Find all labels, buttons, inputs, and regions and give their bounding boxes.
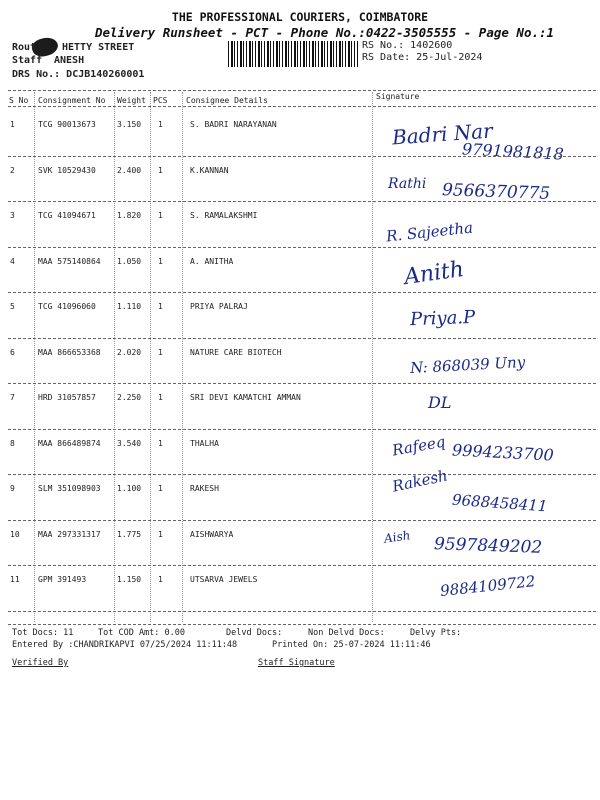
table-top-rule <box>8 90 596 91</box>
row-serial: 3 <box>10 211 15 220</box>
printed-on: Printed On: 25-07-2024 11:11:46 <box>272 640 431 650</box>
row-divider <box>8 156 596 157</box>
table-row <box>0 116 600 164</box>
row-serial: 8 <box>10 438 15 448</box>
row-serial: 1 <box>10 120 15 129</box>
row-divider <box>8 474 596 475</box>
row-consignee-name: PRIYA PALRAJ <box>190 302 248 311</box>
handwritten-signature: Rathi <box>388 175 427 192</box>
row-consignee-name: AISHWARYA <box>190 529 234 539</box>
table-row <box>0 526 600 571</box>
row-consignee-name: NATURE CARE BIOTECH <box>190 347 282 357</box>
company-title: THE PROFESSIONAL COURIERS, COIMBATORE <box>171 10 429 24</box>
handwritten-phone-number: 9994233700 <box>451 439 555 465</box>
row-consignment-no: TCG 90013673 <box>38 120 96 129</box>
table-row <box>0 431 600 480</box>
row-divider <box>8 247 596 248</box>
row-pcs: 1 <box>158 256 163 266</box>
row-consignment-no: MAA 297331317 <box>38 529 101 539</box>
staff-label: Staff <box>12 55 43 66</box>
row-weight: 3.150 <box>117 120 142 129</box>
runsheet-subtitle: Delivery Runsheet - PCT - Phone No.:0422-3505555 - Page No.:1 <box>95 25 555 40</box>
staff-value: ANESH <box>54 55 85 66</box>
route-label: Rout <box>12 42 37 53</box>
row-consignment-no: GPM 391493 <box>38 575 87 584</box>
row-serial: 9 <box>10 484 15 493</box>
row-serial: 4 <box>10 256 15 266</box>
delivery-points: Delvy Pts: <box>410 628 462 638</box>
row-weight: 1.820 <box>117 211 142 220</box>
row-serial: 10 <box>10 529 20 539</box>
column-header-consignment: Consignment No <box>38 96 106 105</box>
row-divider <box>8 520 596 521</box>
column-header-pcs: PCS <box>153 96 168 105</box>
row-consignment-no: MAA 575140864 <box>38 256 101 266</box>
handwritten-phone-number: 9791981818 <box>461 139 565 164</box>
row-divider <box>8 611 596 612</box>
column-header-sno: S No <box>9 96 29 105</box>
row-weight: 1.050 <box>117 256 142 266</box>
row-weight: 1.110 <box>117 302 142 311</box>
table-row <box>0 344 600 389</box>
row-pcs: 1 <box>158 211 163 220</box>
row-consignee-name: K.KANNAN <box>190 165 229 175</box>
table-row <box>0 162 600 207</box>
row-serial: 11 <box>10 575 20 584</box>
handwritten-signature: Priya.P <box>409 306 476 331</box>
column-header-signature: Signature <box>376 92 420 101</box>
non-delivered-docs: Non Delvd Docs: <box>308 628 385 638</box>
row-divider <box>8 429 596 430</box>
entered-by: Entered By :CHANDRIKAPVI 07/25/2024 11:11:48 <box>12 640 238 650</box>
row-consignee-name: SRI DEVI KAMATCHI AMMAN <box>190 393 301 402</box>
delivered-docs: Delvd Docs: <box>226 628 283 638</box>
row-weight: 1.150 <box>117 575 142 584</box>
total-cod: Tot COD Amt: 0.00 <box>98 628 185 638</box>
handwritten-phone-number: 9566370775 <box>441 179 551 204</box>
row-serial: 7 <box>10 393 15 402</box>
handwritten-signature: Rakesh <box>390 466 450 496</box>
verified-by-label: Verified By <box>12 658 69 668</box>
drs-number: DRS No.: DCJB140260001 <box>12 69 145 80</box>
row-consignment-no: SVK 10529430 <box>38 165 96 175</box>
table-row <box>0 466 600 525</box>
table-row <box>0 253 600 298</box>
row-consignment-no: SLM 351098903 <box>38 484 101 493</box>
row-consignee-name: A. ANITHA <box>190 256 234 266</box>
footer-rule <box>8 624 596 625</box>
table-row <box>0 298 600 343</box>
handwritten-phone-number: 9597849202 <box>433 533 543 558</box>
row-weight: 2.250 <box>117 393 142 402</box>
row-pcs: 1 <box>158 575 163 584</box>
row-pcs: 1 <box>158 302 163 311</box>
row-consignment-no: TCG 41096060 <box>38 302 96 311</box>
table-row <box>0 207 600 252</box>
handwritten-signature: Aish <box>383 527 412 546</box>
rs-number: RS No.: 1402600 <box>362 40 453 51</box>
row-pcs: 1 <box>158 529 163 539</box>
handwritten-signature: Badri Nar <box>391 118 494 150</box>
row-divider <box>8 383 596 384</box>
table-row <box>0 389 600 434</box>
row-pcs: 1 <box>158 484 163 493</box>
row-consignee-name: UTSARVA JEWELS <box>190 575 258 584</box>
handwritten-signature: DL <box>428 393 452 412</box>
row-weight: 2.400 <box>117 165 142 175</box>
row-weight: 1.100 <box>117 484 142 493</box>
staff-signature-label: Staff Signature <box>258 658 335 668</box>
row-divider <box>8 201 596 202</box>
column-header-weight: Weight <box>117 96 146 105</box>
row-consignee-name: S. BADRI NARAYANAN <box>190 120 277 129</box>
column-header-consignee: Consignee Details <box>186 96 268 105</box>
row-weight: 3.540 <box>117 438 142 448</box>
row-pcs: 1 <box>158 393 163 402</box>
handwritten-phone-number: 9688458411 <box>451 490 548 516</box>
row-consignee-name: THALHA <box>190 438 219 448</box>
handwritten-signature: R. Sajeetha <box>385 218 474 246</box>
row-divider <box>8 565 596 566</box>
table-header-rule <box>8 106 596 107</box>
row-pcs: 1 <box>158 438 163 448</box>
handwritten-signature: Rafeeq <box>390 431 447 460</box>
row-weight: 2.020 <box>117 347 142 357</box>
handwritten-signature: 9884109722 <box>439 572 537 600</box>
total-docs: Tot Docs: 11 <box>12 628 74 638</box>
handwritten-signature: Anith <box>402 256 466 290</box>
row-pcs: 1 <box>158 165 163 175</box>
row-divider <box>8 292 596 293</box>
row-pcs: 1 <box>158 347 163 357</box>
row-consignment-no: MAA 866489874 <box>38 438 101 448</box>
row-consignment-no: MAA 866653368 <box>38 347 101 357</box>
row-serial: 5 <box>10 302 15 311</box>
row-serial: 2 <box>10 165 15 175</box>
row-serial: 6 <box>10 347 15 357</box>
row-consignment-no: TCG 41094671 <box>38 211 96 220</box>
row-consignee-name: RAKESH <box>190 484 219 493</box>
route-value: HETTY STREET <box>62 42 135 53</box>
row-pcs: 1 <box>158 120 163 129</box>
handwritten-signature: N: 868039 Uny <box>409 352 526 377</box>
barcode-image <box>228 41 358 67</box>
row-divider <box>8 338 596 339</box>
row-consignee-name: S. RAMALAKSHMI <box>190 211 258 220</box>
row-weight: 1.775 <box>117 529 142 539</box>
table-row <box>0 571 600 616</box>
row-consignment-no: HRD 31057857 <box>38 393 96 402</box>
rs-date: RS Date: 25-Jul-2024 <box>362 52 483 63</box>
